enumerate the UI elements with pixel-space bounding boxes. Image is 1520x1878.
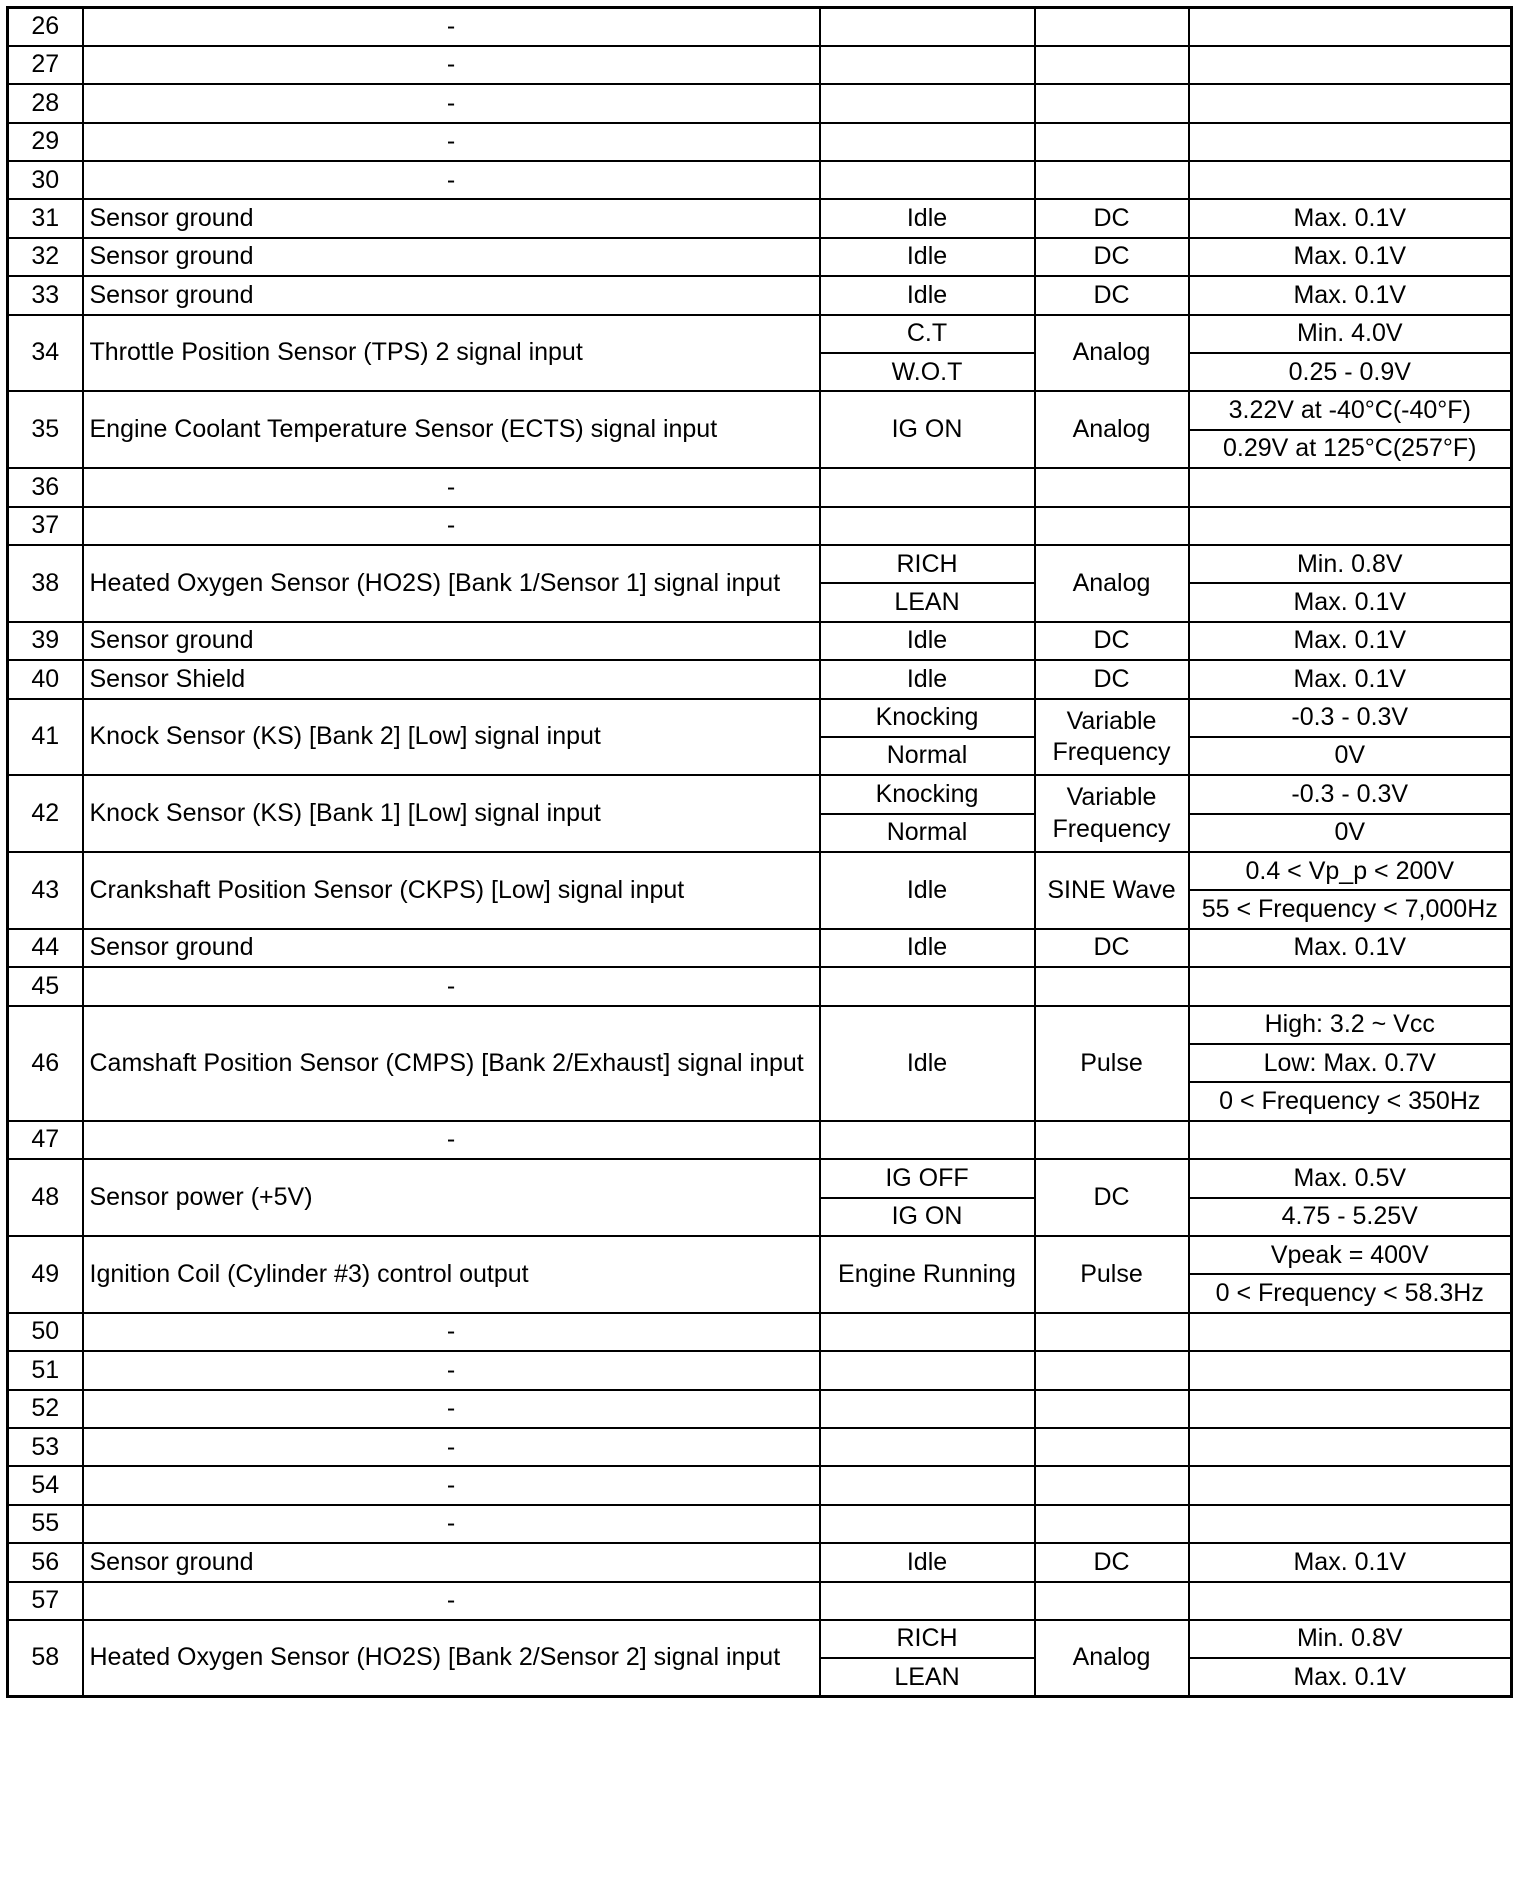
pin-number: 45: [8, 967, 83, 1005]
value-cell: [1189, 1428, 1512, 1466]
pin-number: 48: [8, 1159, 83, 1236]
signal-type-cell: [1035, 1428, 1189, 1466]
value-cell: Max. 0.1V: [1189, 276, 1512, 314]
value-cell: Vpeak = 400V: [1189, 1236, 1512, 1274]
table-row: [8, 199, 1512, 237]
table-row: [8, 46, 1512, 84]
table-row: [8, 1620, 1512, 1658]
condition-cell: [820, 46, 1035, 84]
value-cell: Max. 0.1V: [1189, 583, 1512, 621]
signal-type-cell: Analog: [1035, 315, 1189, 392]
pin-description: Crankshaft Position Sensor (CKPS) [Low] signal input: [83, 852, 820, 929]
pin-number: 46: [8, 1006, 83, 1121]
value-cell: 4.75 - 5.25V: [1189, 1198, 1512, 1236]
value-cell: 0 < Frequency < 350Hz: [1189, 1082, 1512, 1120]
condition-cell: W.O.T: [820, 353, 1035, 391]
condition-cell: [820, 1351, 1035, 1389]
value-cell: [1189, 8, 1512, 46]
pin-spec-table: [6, 6, 1513, 1698]
pin-number: 57: [8, 1582, 83, 1620]
condition-cell: [820, 1390, 1035, 1428]
condition-cell: Idle: [820, 929, 1035, 967]
condition-cell: IG ON: [820, 1198, 1035, 1236]
condition-cell: IG ON: [820, 391, 1035, 468]
value-cell: 3.22V at -40°C(-40°F): [1189, 391, 1512, 429]
table-row: [8, 1006, 1512, 1044]
condition-cell: LEAN: [820, 1658, 1035, 1696]
pin-number: 37: [8, 507, 83, 545]
pin-number: 50: [8, 1313, 83, 1351]
condition-cell: Idle: [820, 852, 1035, 929]
pin-number: 43: [8, 852, 83, 929]
pin-description: Throttle Position Sensor (TPS) 2 signal input: [83, 315, 820, 392]
condition-cell: [820, 1121, 1035, 1159]
signal-type-cell: Analog: [1035, 545, 1189, 622]
table-row: [8, 468, 1512, 506]
pin-number: 31: [8, 199, 83, 237]
pin-description: Sensor ground: [83, 238, 820, 276]
pin-description: -: [83, 8, 820, 46]
pin-description: -: [83, 468, 820, 506]
value-cell: [1189, 161, 1512, 199]
condition-cell: [820, 8, 1035, 46]
signal-type-cell: [1035, 123, 1189, 161]
table-row: [8, 84, 1512, 122]
condition-cell: Idle: [820, 276, 1035, 314]
value-cell: [1189, 1466, 1512, 1504]
signal-type-cell: DC: [1035, 238, 1189, 276]
condition-cell: [820, 507, 1035, 545]
signal-type-cell: [1035, 1466, 1189, 1504]
value-cell: [1189, 1582, 1512, 1620]
pin-description: Sensor power (+5V): [83, 1159, 820, 1236]
table-row: [8, 507, 1512, 545]
condition-cell: [820, 1313, 1035, 1351]
condition-cell: [820, 1505, 1035, 1543]
pin-number: 35: [8, 391, 83, 468]
pin-description: -: [83, 1390, 820, 1428]
pin-description: Sensor ground: [83, 1543, 820, 1581]
signal-type-cell: [1035, 507, 1189, 545]
signal-type-cell: DC: [1035, 1159, 1189, 1236]
table-row: [8, 315, 1512, 353]
pin-description: -: [83, 1428, 820, 1466]
value-cell: 55 < Frequency < 7,000Hz: [1189, 890, 1512, 928]
pin-number: 26: [8, 8, 83, 46]
signal-type-cell: DC: [1035, 660, 1189, 698]
pin-description: -: [83, 967, 820, 1005]
value-cell: 0.29V at 125°C(257°F): [1189, 430, 1512, 468]
pin-description: Sensor ground: [83, 276, 820, 314]
pin-description: Knock Sensor (KS) [Bank 1] [Low] signal input: [83, 775, 820, 852]
pin-number: 36: [8, 468, 83, 506]
table-row: [8, 276, 1512, 314]
condition-cell: Idle: [820, 199, 1035, 237]
pin-spec-table-body: [8, 8, 1512, 1697]
table-row: [8, 1582, 1512, 1620]
value-cell: Max. 0.1V: [1189, 199, 1512, 237]
table-row: [8, 391, 1512, 429]
pin-number: 41: [8, 699, 83, 776]
table-row: [8, 1121, 1512, 1159]
table-row: [8, 660, 1512, 698]
value-cell: Max. 0.1V: [1189, 929, 1512, 967]
condition-cell: IG OFF: [820, 1159, 1035, 1197]
pin-number: 29: [8, 123, 83, 161]
signal-type-cell: [1035, 1121, 1189, 1159]
condition-cell: [820, 123, 1035, 161]
pin-description: Ignition Coil (Cylinder #3) control output: [83, 1236, 820, 1313]
pin-number: 47: [8, 1121, 83, 1159]
pin-number: 39: [8, 622, 83, 660]
table-row: [8, 929, 1512, 967]
condition-cell: Knocking: [820, 699, 1035, 737]
pin-number: 34: [8, 315, 83, 392]
pin-number: 33: [8, 276, 83, 314]
table-row: [8, 967, 1512, 1005]
table-row: [8, 8, 1512, 46]
table-row: [8, 1466, 1512, 1504]
table-row: [8, 622, 1512, 660]
condition-cell: RICH: [820, 1620, 1035, 1658]
condition-cell: Idle: [820, 238, 1035, 276]
condition-cell: C.T: [820, 315, 1035, 353]
signal-type-cell: [1035, 1390, 1189, 1428]
signal-type-cell: Pulse: [1035, 1236, 1189, 1313]
signal-type-cell: DC: [1035, 276, 1189, 314]
value-cell: [1189, 46, 1512, 84]
value-cell: 0V: [1189, 814, 1512, 852]
condition-cell: [820, 84, 1035, 122]
pin-number: 44: [8, 929, 83, 967]
condition-cell: Idle: [820, 660, 1035, 698]
pin-description: -: [83, 1582, 820, 1620]
value-cell: [1189, 1121, 1512, 1159]
pin-number: 40: [8, 660, 83, 698]
condition-cell: [820, 1428, 1035, 1466]
table-row: [8, 545, 1512, 583]
pin-description: Camshaft Position Sensor (CMPS) [Bank 2/Exhaust] signal input: [83, 1006, 820, 1121]
condition-cell: Idle: [820, 622, 1035, 660]
table-row: [8, 852, 1512, 890]
pin-number: 32: [8, 238, 83, 276]
condition-cell: [820, 1582, 1035, 1620]
signal-type-cell: [1035, 8, 1189, 46]
pin-number: 54: [8, 1466, 83, 1504]
value-cell: Min. 4.0V: [1189, 315, 1512, 353]
value-cell: Min. 0.8V: [1189, 545, 1512, 583]
pin-number: 38: [8, 545, 83, 622]
signal-type-cell: [1035, 161, 1189, 199]
value-cell: 0.4 < Vp_p < 200V: [1189, 852, 1512, 890]
signal-type-cell: [1035, 1351, 1189, 1389]
signal-type-cell: [1035, 967, 1189, 1005]
signal-type-cell: [1035, 46, 1189, 84]
pin-description: Knock Sensor (KS) [Bank 2] [Low] signal input: [83, 699, 820, 776]
value-cell: -0.3 - 0.3V: [1189, 775, 1512, 813]
pin-description: Engine Coolant Temperature Sensor (ECTS) signal input: [83, 391, 820, 468]
value-cell: 0.25 - 0.9V: [1189, 353, 1512, 391]
value-cell: 0 < Frequency < 58.3Hz: [1189, 1274, 1512, 1312]
signal-type-cell: [1035, 1313, 1189, 1351]
value-cell: Low: Max. 0.7V: [1189, 1044, 1512, 1082]
signal-type-cell: [1035, 84, 1189, 122]
table-row: [8, 775, 1512, 813]
pin-number: 27: [8, 46, 83, 84]
value-cell: [1189, 1351, 1512, 1389]
table-row: [8, 238, 1512, 276]
value-cell: Max. 0.1V: [1189, 660, 1512, 698]
condition-cell: Knocking: [820, 775, 1035, 813]
pin-number: 30: [8, 161, 83, 199]
value-cell: 0V: [1189, 737, 1512, 775]
signal-type-cell: [1035, 1582, 1189, 1620]
table-row: [8, 1428, 1512, 1466]
condition-cell: [820, 468, 1035, 506]
condition-cell: Idle: [820, 1006, 1035, 1121]
value-cell: -0.3 - 0.3V: [1189, 699, 1512, 737]
pin-number: 55: [8, 1505, 83, 1543]
signal-type-cell: Analog: [1035, 391, 1189, 468]
pin-description: -: [83, 1351, 820, 1389]
table-row: [8, 1351, 1512, 1389]
value-cell: Min. 0.8V: [1189, 1620, 1512, 1658]
value-cell: [1189, 1390, 1512, 1428]
condition-cell: RICH: [820, 545, 1035, 583]
value-cell: Max. 0.5V: [1189, 1159, 1512, 1197]
signal-type-cell: DC: [1035, 929, 1189, 967]
signal-type-cell: DC: [1035, 622, 1189, 660]
table-row: [8, 123, 1512, 161]
table-row: [8, 1543, 1512, 1581]
table-row: [8, 1505, 1512, 1543]
value-cell: [1189, 123, 1512, 161]
pin-number: 49: [8, 1236, 83, 1313]
pin-number: 51: [8, 1351, 83, 1389]
value-cell: High: 3.2 ~ Vcc: [1189, 1006, 1512, 1044]
condition-cell: Engine Running: [820, 1236, 1035, 1313]
pin-description: -: [83, 507, 820, 545]
signal-type-cell: Variable Frequency: [1035, 775, 1189, 852]
value-cell: [1189, 1313, 1512, 1351]
value-cell: Max. 0.1V: [1189, 238, 1512, 276]
signal-type-cell: Variable Frequency: [1035, 699, 1189, 776]
table-row: [8, 1313, 1512, 1351]
condition-cell: Normal: [820, 814, 1035, 852]
condition-cell: LEAN: [820, 583, 1035, 621]
pin-description: -: [83, 1505, 820, 1543]
table-row: [8, 1236, 1512, 1274]
signal-type-cell: Pulse: [1035, 1006, 1189, 1121]
pin-number: 52: [8, 1390, 83, 1428]
pin-description: Sensor ground: [83, 199, 820, 237]
pin-description: Heated Oxygen Sensor (HO2S) [Bank 1/Sensor 1] signal input: [83, 545, 820, 622]
pin-description: -: [83, 1466, 820, 1504]
pin-description: -: [83, 46, 820, 84]
pin-description: -: [83, 1121, 820, 1159]
value-cell: [1189, 967, 1512, 1005]
pin-number: 28: [8, 84, 83, 122]
table-row: [8, 1159, 1512, 1197]
table-row: [8, 699, 1512, 737]
value-cell: [1189, 507, 1512, 545]
condition-cell: [820, 161, 1035, 199]
pin-description: Sensor ground: [83, 622, 820, 660]
condition-cell: [820, 967, 1035, 1005]
pin-description: -: [83, 123, 820, 161]
pin-number: 42: [8, 775, 83, 852]
table-row: [8, 161, 1512, 199]
condition-cell: [820, 1466, 1035, 1504]
signal-type-cell: [1035, 1505, 1189, 1543]
value-cell: Max. 0.1V: [1189, 622, 1512, 660]
signal-type-cell: [1035, 468, 1189, 506]
signal-type-cell: SINE Wave: [1035, 852, 1189, 929]
pin-number: 58: [8, 1620, 83, 1697]
pin-description: Sensor ground: [83, 929, 820, 967]
table-row: [8, 1390, 1512, 1428]
value-cell: Max. 0.1V: [1189, 1543, 1512, 1581]
pin-description: Sensor Shield: [83, 660, 820, 698]
value-cell: [1189, 468, 1512, 506]
condition-cell: Idle: [820, 1543, 1035, 1581]
value-cell: Max. 0.1V: [1189, 1658, 1512, 1696]
pin-number: 56: [8, 1543, 83, 1581]
pin-description: -: [83, 161, 820, 199]
pin-number: 53: [8, 1428, 83, 1466]
signal-type-cell: DC: [1035, 199, 1189, 237]
signal-type-cell: DC: [1035, 1543, 1189, 1581]
value-cell: [1189, 1505, 1512, 1543]
value-cell: [1189, 84, 1512, 122]
signal-type-cell: Analog: [1035, 1620, 1189, 1697]
condition-cell: Normal: [820, 737, 1035, 775]
pin-description: -: [83, 84, 820, 122]
pin-description: -: [83, 1313, 820, 1351]
pin-description: Heated Oxygen Sensor (HO2S) [Bank 2/Sensor 2] signal input: [83, 1620, 820, 1697]
